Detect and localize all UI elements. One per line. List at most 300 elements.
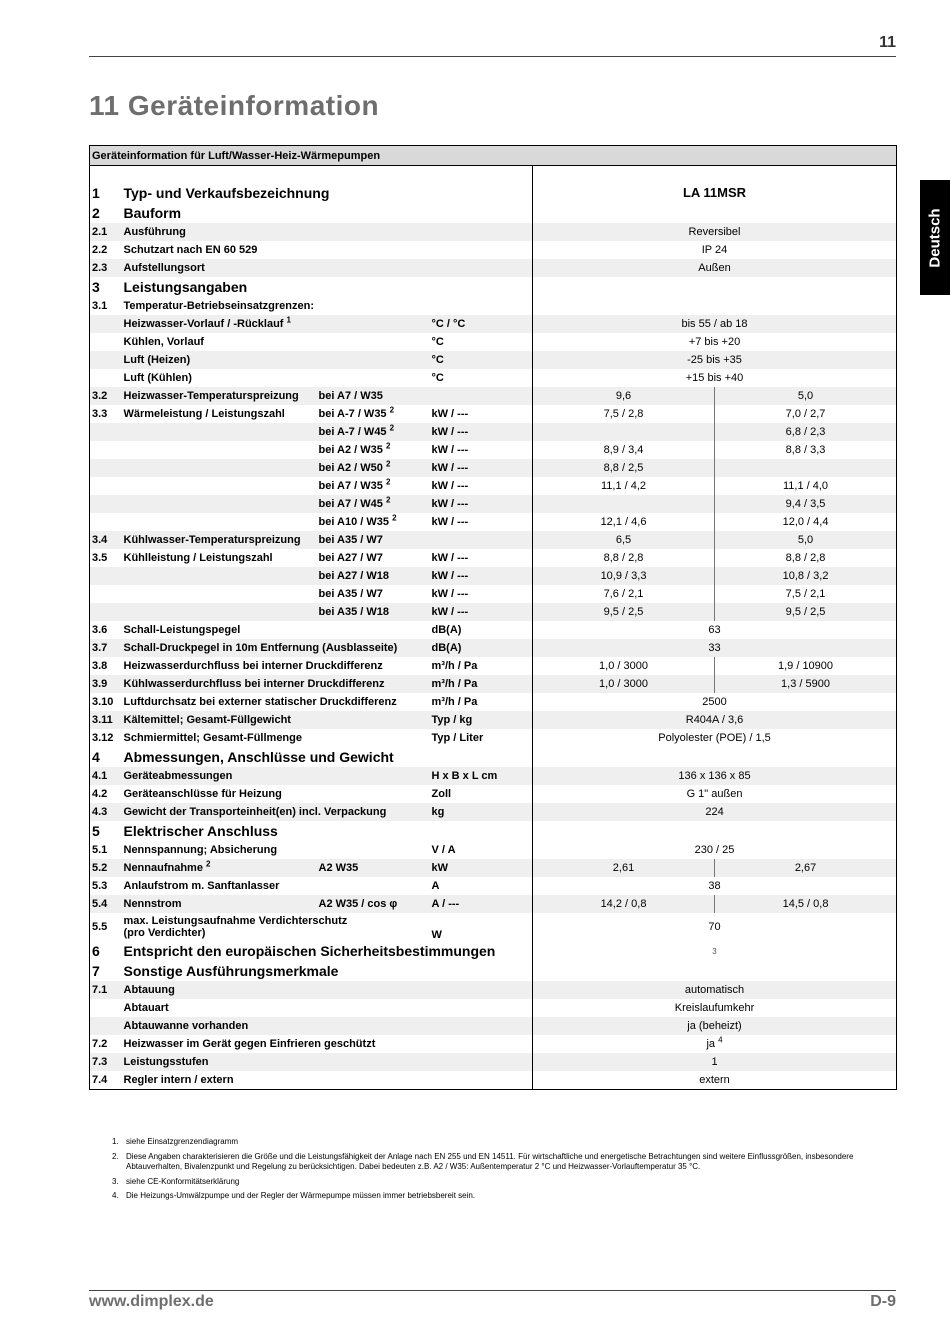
value-version-a: 7,5 / 2,8 bbox=[533, 405, 715, 423]
value-split-cell bbox=[533, 459, 897, 477]
row-number: 1 bbox=[92, 185, 100, 201]
row-label-text: Gewicht der Transporteinheit(en) incl. Verpackung bbox=[123, 806, 387, 818]
value-version-b: 11,1 / 4,0 bbox=[782, 480, 829, 492]
table-row bbox=[90, 405, 897, 423]
row-value bbox=[533, 1071, 897, 1090]
footnote-text: siehe CE-Konformitätserklärung bbox=[126, 1176, 240, 1186]
table-row bbox=[90, 513, 897, 531]
value-version-a: 6,5 bbox=[533, 531, 715, 549]
row-condition bbox=[317, 441, 430, 459]
row-number: 3.4 bbox=[90, 531, 122, 549]
row-number: 3.12 bbox=[92, 732, 114, 744]
row-label bbox=[122, 1053, 430, 1071]
row-value-text: bis 55 / ab 18 bbox=[681, 318, 748, 330]
row-unit: °C bbox=[431, 372, 444, 384]
footnote-text: Diese Angaben charakterisieren die Größe und die Leistungsfähigkeit der Anlage nach EN 255 und EN 14511. Für wirtschaftliche und energetische Betrachtungen sind weitere Einflussgrößen, insbesondere Abtauverhalten, Bivalenzpunkt und Regelung zu berücksichtigen. Dabei bedeuten z.B. A2 / W35: Außentemperatur 2 °C und Heizwasser-Vorlauftemperatur 35 °C. bbox=[126, 1151, 854, 1171]
row-label bbox=[122, 495, 317, 513]
row-value bbox=[533, 621, 897, 639]
table-row bbox=[90, 441, 897, 459]
row-value bbox=[533, 333, 897, 351]
row-value-text: LA 11MSR bbox=[682, 185, 747, 200]
row-value bbox=[533, 999, 897, 1017]
value-split-cell bbox=[533, 405, 897, 423]
row-unit: W bbox=[431, 929, 442, 941]
row-number: 3.9 bbox=[90, 675, 122, 693]
row-label bbox=[122, 369, 430, 387]
row-value-text: 63 bbox=[708, 624, 721, 636]
row-unit: m³/h / Pa bbox=[431, 660, 478, 672]
row-number bbox=[90, 603, 122, 621]
row-label bbox=[122, 567, 317, 585]
row-label-text: Regler intern / extern bbox=[123, 1074, 234, 1086]
row-number: 3.7 bbox=[90, 639, 122, 657]
row-value bbox=[533, 803, 897, 821]
row-label-text: Anlaufstrom m. Sanftanlasser bbox=[123, 880, 280, 892]
row-number: 6 bbox=[92, 943, 100, 959]
table-row bbox=[90, 711, 897, 729]
row-label bbox=[122, 549, 317, 567]
row-value bbox=[533, 711, 897, 729]
row-condition bbox=[317, 423, 430, 441]
row-label bbox=[122, 675, 430, 693]
section-row bbox=[90, 961, 897, 981]
value-split-cell bbox=[533, 859, 897, 877]
value-version-a bbox=[533, 495, 715, 513]
row-number bbox=[90, 513, 122, 531]
row-value bbox=[533, 315, 897, 333]
row-label-text: Luftdurchsatz bei externer statischer Druckdifferenz bbox=[123, 696, 397, 708]
footnote-number: 1. bbox=[112, 1137, 119, 1146]
section-title: Typ- und Verkaufsbezeichnung bbox=[123, 185, 330, 201]
table-row bbox=[90, 567, 897, 585]
row-value-text: 70 bbox=[708, 921, 721, 933]
row-value bbox=[533, 277, 897, 297]
row-unit: kW / --- bbox=[430, 459, 533, 477]
row-label bbox=[122, 441, 317, 459]
row-number: 5.4 bbox=[90, 895, 122, 913]
row-unit: kW / --- bbox=[431, 408, 469, 420]
row-label bbox=[122, 639, 430, 657]
row-number: 7.2 bbox=[92, 1038, 108, 1050]
bottom-rule bbox=[89, 1290, 896, 1291]
row-label bbox=[122, 603, 317, 621]
value-version-a: 9,5 / 2,5 bbox=[533, 603, 715, 621]
row-value bbox=[533, 877, 897, 895]
value-version-a: 8,8 / 2,8 bbox=[533, 549, 715, 567]
row-value-text: G 1" außen bbox=[686, 788, 743, 800]
footnotes bbox=[112, 1137, 882, 1206]
row-condition-text: bei A35 / W7 bbox=[318, 534, 383, 546]
row-unit bbox=[430, 387, 533, 405]
row-label bbox=[122, 729, 430, 747]
device-info-table-body bbox=[90, 146, 897, 1090]
row-value bbox=[533, 785, 897, 803]
footnote-ref: 2 bbox=[389, 405, 395, 415]
table-row bbox=[90, 241, 897, 259]
row-label bbox=[122, 859, 317, 877]
row-condition bbox=[317, 859, 430, 877]
value-version-b bbox=[715, 459, 896, 477]
row-label bbox=[122, 1071, 430, 1090]
footnote-number: 3. bbox=[112, 1176, 119, 1186]
row-condition bbox=[317, 387, 430, 405]
row-number: 3.6 bbox=[92, 624, 108, 636]
row-unit: m³/h / Pa bbox=[431, 696, 478, 708]
row-value bbox=[533, 693, 897, 711]
value-version-b: 10,8 / 3,2 bbox=[782, 570, 829, 582]
row-value-text: extern bbox=[699, 1074, 730, 1086]
value-version-b: 8,8 / 3,3 bbox=[785, 444, 826, 456]
value-version-b: 6,8 / 2,3 bbox=[785, 426, 826, 438]
row-value bbox=[533, 259, 897, 277]
row-condition-text: bei A2 / W35 bbox=[318, 444, 383, 456]
table-row bbox=[90, 369, 897, 387]
value-version-b: 14,5 / 0,8 bbox=[782, 898, 829, 910]
row-label-text: Abtauart bbox=[123, 1002, 169, 1014]
row-number: 7 bbox=[92, 963, 100, 979]
table-row bbox=[90, 495, 897, 513]
row-condition-text: A2 W35 / cos φ bbox=[318, 898, 398, 910]
section-row bbox=[90, 941, 897, 961]
table-row bbox=[90, 333, 897, 351]
value-split-cell bbox=[533, 531, 897, 549]
row-value bbox=[533, 767, 897, 785]
footnote-ref: 2 bbox=[385, 477, 391, 487]
row-number bbox=[90, 351, 122, 369]
row-value bbox=[533, 183, 897, 203]
row-value-text: 224 bbox=[705, 806, 724, 818]
row-value-text: 136 x 136 x 85 bbox=[678, 770, 751, 782]
table-row bbox=[90, 297, 897, 315]
row-value-text: IP 24 bbox=[701, 244, 728, 256]
footnote-text: Die Heizungs-Umwälzpumpe und der Regler der Wärmepumpe müssen immer betriebsbereit sein. bbox=[126, 1191, 476, 1200]
row-number: 5.1 bbox=[92, 844, 108, 856]
row-label bbox=[122, 513, 317, 531]
row-value-text: 3 bbox=[712, 946, 717, 956]
row-label: Temperatur-Betriebseinsatzgrenzen: bbox=[123, 300, 315, 312]
row-value-text: Polyolester (POE) / 1,5 bbox=[658, 732, 771, 744]
row-number bbox=[90, 495, 122, 513]
table-row bbox=[90, 657, 897, 675]
row-label bbox=[122, 999, 430, 1017]
row-number: 3.3 bbox=[92, 408, 108, 420]
row-label-text: Heizwasserdurchfluss bei interner Druckdifferenz bbox=[123, 660, 383, 672]
table-row bbox=[90, 585, 897, 603]
value-split bbox=[533, 859, 896, 877]
value-split bbox=[533, 675, 896, 693]
row-number: 3.1 bbox=[92, 300, 108, 312]
row-unit: kW / --- bbox=[431, 444, 469, 456]
row-label bbox=[122, 803, 430, 821]
row-label-text: Schutzart nach EN 60 529 bbox=[123, 244, 258, 256]
footnote-ref: 2 bbox=[385, 441, 391, 451]
row-number: 3.11 bbox=[90, 711, 122, 729]
row-unit bbox=[430, 1071, 533, 1090]
row-number: 4.2 bbox=[92, 788, 108, 800]
row-value-text: -25 bis +35 bbox=[687, 354, 742, 366]
row-unit: V / A bbox=[431, 844, 456, 856]
row-value-text: 33 bbox=[708, 642, 721, 654]
row-value-text: +7 bis +20 bbox=[688, 336, 741, 348]
value-split bbox=[533, 585, 896, 603]
table-row bbox=[90, 315, 897, 333]
top-rule bbox=[89, 56, 896, 57]
row-unit: °C bbox=[431, 336, 444, 348]
row-label-text: Geräteabmessungen bbox=[123, 770, 233, 782]
table-row bbox=[90, 767, 897, 785]
table-row bbox=[90, 895, 897, 913]
row-label-text: Schall-Druckpegel in 10m Entfernung (Ausblasseite) bbox=[123, 642, 398, 654]
section-title: Sonstige Ausführungsmerkmale bbox=[123, 963, 339, 979]
row-label-text: Heizwasser im Gerät gegen Einfrieren geschützt bbox=[123, 1038, 376, 1050]
row-number: 4.1 bbox=[90, 767, 122, 785]
row-label bbox=[122, 877, 430, 895]
table-row bbox=[90, 459, 897, 477]
row-condition-text: bei A35 / W18 bbox=[318, 606, 390, 618]
row-label bbox=[122, 387, 317, 405]
row-number: 2.3 bbox=[90, 259, 122, 277]
row-label-text: Schmiermittel; Gesamt-Füllmenge bbox=[123, 732, 302, 744]
device-info-table bbox=[89, 145, 897, 1090]
row-label-text: Nennspannung; Absicherung bbox=[123, 844, 278, 856]
row-number: 3.2 bbox=[90, 387, 122, 405]
row-number bbox=[90, 567, 122, 585]
value-split bbox=[533, 405, 896, 423]
row-number bbox=[90, 333, 122, 351]
row-label-text: Kühlwasserdurchfluss bei interner Druckdifferenz bbox=[123, 678, 385, 690]
row-value-text: ja (beheizt) bbox=[687, 1020, 742, 1032]
table-row bbox=[90, 223, 897, 241]
row-condition-text: bei A7 / W35 bbox=[318, 480, 383, 492]
table-row bbox=[90, 603, 897, 621]
row-number: 5 bbox=[92, 823, 100, 839]
row-unit: kW / --- bbox=[431, 588, 469, 600]
row-label-text: max. Leistungsaufnahme Verdichterschutz bbox=[123, 915, 348, 927]
row-number bbox=[90, 999, 122, 1017]
value-version-a: 1,0 / 3000 bbox=[533, 675, 715, 693]
row-number: 7.1 bbox=[90, 981, 122, 999]
value-split bbox=[533, 387, 896, 405]
language-tab-label: Deutsch bbox=[926, 207, 944, 268]
row-label bbox=[122, 1035, 430, 1053]
value-version-a: 12,1 / 4,6 bbox=[533, 513, 715, 531]
value-version-a: 8,9 / 3,4 bbox=[533, 441, 715, 459]
value-split bbox=[533, 423, 896, 441]
row-condition-text: bei A7 / W35 bbox=[318, 390, 383, 402]
row-condition-text: bei A-7 / W35 bbox=[318, 408, 387, 420]
row-number: 5.5 bbox=[92, 921, 108, 933]
row-unit: Zoll bbox=[431, 788, 452, 800]
value-version-b: 2,67 bbox=[794, 862, 817, 874]
row-unit: A / --- bbox=[430, 895, 533, 913]
row-number: 5.3 bbox=[92, 880, 108, 892]
row-label bbox=[122, 531, 317, 549]
row-number: 3.5 bbox=[92, 552, 108, 564]
row-condition bbox=[317, 549, 430, 567]
section-row bbox=[90, 277, 897, 297]
row-label bbox=[122, 767, 430, 785]
row-unit: kW / --- bbox=[430, 495, 533, 513]
row-unit: m³/h / Pa bbox=[430, 675, 533, 693]
footnote bbox=[112, 1177, 882, 1188]
row-number bbox=[90, 315, 122, 333]
value-split-cell bbox=[533, 675, 897, 693]
row-condition-text: bei A-7 / W45 bbox=[318, 426, 387, 438]
footnote bbox=[112, 1137, 882, 1148]
value-version-b: 9,5 / 2,5 bbox=[785, 606, 826, 618]
footer-page-ref: D-9 bbox=[870, 1293, 896, 1310]
value-split-cell bbox=[533, 567, 897, 585]
row-label bbox=[122, 657, 430, 675]
value-version-b: 1,9 / 10900 bbox=[777, 660, 834, 672]
table-row bbox=[90, 877, 897, 895]
row-value bbox=[533, 913, 897, 941]
value-split bbox=[533, 441, 896, 459]
row-number: 4.3 bbox=[90, 803, 122, 821]
row-condition bbox=[317, 405, 430, 423]
row-label-text: Nennstrom bbox=[123, 898, 182, 910]
row-label-text: Abtauung bbox=[123, 984, 175, 996]
table-row bbox=[90, 351, 897, 369]
section-title: Abmessungen, Anschlüsse und Gewicht bbox=[123, 749, 394, 765]
language-tab bbox=[920, 180, 950, 295]
value-split-cell bbox=[533, 423, 897, 441]
value-version-a: 14,2 / 0,8 bbox=[533, 895, 715, 913]
row-value-text: +15 bis +40 bbox=[685, 372, 744, 384]
footnote-ref: 2 bbox=[206, 859, 211, 869]
row-condition-text: bei A27 / W7 bbox=[318, 552, 383, 564]
table-row bbox=[90, 675, 897, 693]
value-version-a: 10,9 / 3,3 bbox=[533, 567, 715, 585]
row-number bbox=[90, 1017, 122, 1035]
row-label bbox=[122, 315, 430, 333]
row-value bbox=[533, 223, 897, 241]
footnote-text: siehe Einsatzgrenzendiagramm bbox=[126, 1137, 239, 1146]
row-unit: dB(A) bbox=[431, 624, 462, 636]
value-split bbox=[533, 549, 896, 567]
row-label bbox=[122, 405, 317, 423]
row-label bbox=[122, 351, 430, 369]
row-value-text: 230 / 25 bbox=[694, 844, 735, 856]
value-version-b: 5,0 bbox=[797, 390, 814, 402]
row-condition bbox=[317, 585, 430, 603]
table-row bbox=[90, 785, 897, 803]
value-version-a: 8,8 / 2,5 bbox=[533, 459, 715, 477]
row-unit: °C / °C bbox=[430, 315, 533, 333]
row-condition bbox=[317, 513, 430, 531]
row-number bbox=[90, 459, 122, 477]
row-label-text: Kühlleistung / Leistungszahl bbox=[123, 552, 273, 564]
section-title: Leistungsangaben bbox=[123, 279, 248, 295]
row-label bbox=[122, 621, 430, 639]
row-label bbox=[122, 333, 430, 351]
table-row bbox=[90, 1035, 897, 1053]
row-condition bbox=[317, 531, 430, 549]
row-value bbox=[533, 981, 897, 999]
row-unit: kW / --- bbox=[430, 423, 533, 441]
row-unit bbox=[430, 259, 533, 277]
value-version-b: 1,3 / 5900 bbox=[781, 678, 830, 690]
value-split-cell bbox=[533, 495, 897, 513]
row-unit: A bbox=[431, 880, 440, 892]
row-value bbox=[533, 351, 897, 369]
row-value bbox=[533, 1053, 897, 1071]
value-version-b: 9,4 / 3,5 bbox=[785, 498, 826, 510]
footnote bbox=[112, 1152, 882, 1173]
table-caption: Geräteinformation für Luft/Wasser-Heiz-Wärmepumpen bbox=[90, 146, 897, 166]
row-label bbox=[122, 895, 317, 913]
row-number bbox=[90, 477, 122, 495]
table-row bbox=[90, 1017, 897, 1035]
table-row bbox=[90, 841, 897, 859]
value-version-b: 7,0 / 2,7 bbox=[785, 408, 826, 420]
value-version-a: 7,6 / 2,1 bbox=[533, 585, 715, 603]
row-number: 5.2 bbox=[90, 859, 122, 877]
row-label-text: Ausführung bbox=[123, 226, 186, 238]
value-split bbox=[533, 477, 896, 495]
row-label-text: Kühlwasser-Temperaturspreizung bbox=[123, 534, 301, 546]
row-value-text: ja bbox=[706, 1038, 716, 1050]
row-unit: H x B x L cm bbox=[430, 767, 533, 785]
table-row bbox=[90, 549, 897, 567]
row-value-text: R404A / 3,6 bbox=[685, 714, 744, 726]
section-row bbox=[90, 747, 897, 767]
value-split bbox=[533, 459, 896, 477]
row-value bbox=[533, 241, 897, 259]
row-label bbox=[122, 913, 430, 941]
row-label bbox=[122, 785, 430, 803]
row-unit: kW / --- bbox=[431, 516, 469, 528]
section-title: Entspricht den europäischen Sicherheitsbestimmungen bbox=[123, 943, 496, 959]
row-condition bbox=[317, 459, 430, 477]
footer-url: www.dimplex.de bbox=[89, 1293, 214, 1310]
footnote-number: 2. bbox=[112, 1151, 119, 1161]
row-number: 3.8 bbox=[92, 660, 108, 672]
section-title: Bauform bbox=[123, 205, 182, 221]
row-unit: kW bbox=[430, 859, 533, 877]
row-value-text: Außen bbox=[698, 262, 731, 274]
value-version-b: 7,5 / 2,1 bbox=[785, 588, 826, 600]
value-version-a: 2,61 bbox=[533, 859, 715, 877]
row-unit bbox=[430, 999, 533, 1017]
row-number: 3 bbox=[92, 279, 100, 295]
row-value bbox=[533, 961, 897, 981]
row-label bbox=[122, 259, 430, 277]
value-split-cell bbox=[533, 387, 897, 405]
row-label-text: Schall-Leistungspegel bbox=[123, 624, 241, 636]
row-value-text: automatisch bbox=[684, 984, 745, 996]
row-label-text: Nennaufnahme bbox=[123, 862, 203, 874]
value-split-cell bbox=[533, 513, 897, 531]
value-split bbox=[533, 657, 896, 675]
row-label bbox=[122, 711, 430, 729]
row-number: 2.1 bbox=[90, 223, 122, 241]
row-label-text: Wärmeleistung / Leistungszahl bbox=[123, 408, 285, 420]
row-label-text: Aufstellungsort bbox=[123, 262, 205, 274]
value-version-b: 12,0 / 4,4 bbox=[782, 516, 829, 528]
row-label-text: Kühlen, Vorlauf bbox=[123, 336, 204, 348]
value-version-b: 5,0 bbox=[797, 534, 814, 546]
footnote-number: 4. bbox=[112, 1191, 119, 1200]
row-condition-text: bei A2 / W50 bbox=[318, 462, 383, 474]
table-row bbox=[90, 531, 897, 549]
footnote bbox=[112, 1191, 882, 1202]
row-label bbox=[122, 585, 317, 603]
row-value bbox=[533, 1035, 897, 1053]
page-title: 11 Geräteinformation bbox=[89, 90, 380, 121]
row-unit bbox=[430, 1053, 533, 1071]
table-row bbox=[90, 1053, 897, 1071]
